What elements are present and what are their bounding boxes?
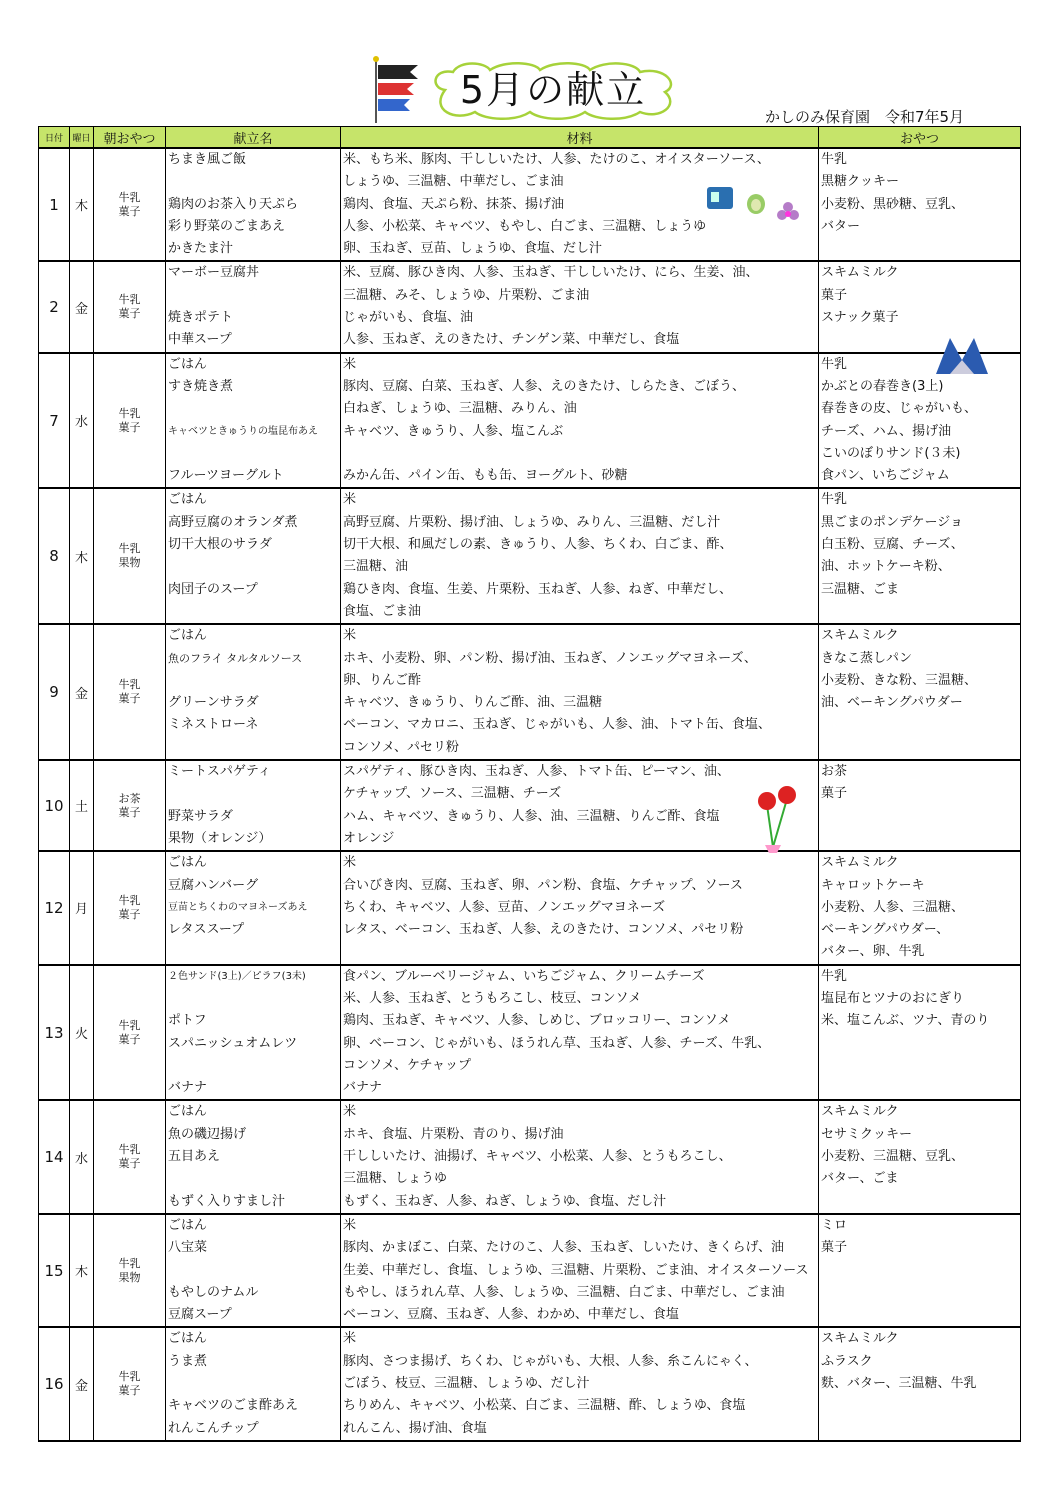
- morning-snack-item: 牛乳: [118, 1143, 141, 1157]
- dish-line: 豆腐ハンバーグ: [168, 877, 259, 893]
- carnation-icon: [745, 785, 805, 857]
- morning-snack-item: 牛乳: [118, 893, 141, 907]
- snack-line: 黒糖クッキー: [821, 174, 900, 190]
- dish-line: もやしのナムル: [168, 1284, 259, 1300]
- snack-cell: [819, 148, 1021, 261]
- snack-line: 黒ごまのポンデケージョ: [821, 514, 963, 530]
- table-row: [39, 261, 1021, 352]
- ingredient-line: しょうゆ、三温糖、中華だし、ごま油: [343, 174, 564, 190]
- snack-line: [819, 1077, 1020, 1099]
- dish-line: 魚の磯辺揚げ: [168, 1126, 247, 1142]
- snack-line: 牛乳: [821, 356, 848, 372]
- morning-snack-item: 菓子: [118, 1157, 141, 1171]
- snack-line: スナック菓子: [821, 310, 899, 326]
- morning-snack-item: 牛乳: [118, 293, 141, 307]
- ingredient-line: オレンジ: [343, 830, 395, 846]
- date-cell: 12: [39, 851, 70, 964]
- ingredient-line: 三温糖、しょうゆ: [343, 1171, 448, 1187]
- dish-line: 彩り野菜のごまあえ: [168, 218, 286, 234]
- ingredient-line: 人参、小松菜、キャベツ、もやし、白ごま、三温糖、しょうゆ: [343, 218, 707, 234]
- ingredient-line: ホキ、食塩、片栗粉、青のり、揚げ油: [343, 1126, 564, 1142]
- dish-line: [166, 398, 340, 420]
- ingredients-cell: [341, 488, 819, 624]
- dish-cell: [166, 624, 341, 760]
- snack-line: [819, 1304, 1020, 1326]
- dish-line: ごはん: [168, 356, 208, 372]
- dish-line: 鶏肉のお茶入り天ぷら: [168, 196, 299, 212]
- dish-line: ごはん: [168, 492, 208, 508]
- dish-line: ごはん: [168, 855, 208, 871]
- snack-cell: [819, 1100, 1021, 1213]
- morning-snack-item: 果物: [118, 556, 141, 570]
- morning-snack-item: 牛乳: [118, 678, 141, 692]
- ingredient-line: 米: [343, 492, 357, 508]
- snack-line: [819, 737, 1020, 759]
- dish-line: ポトフ: [168, 1013, 207, 1029]
- ingredient-line: 米: [343, 1104, 357, 1120]
- ingredient-line: 米、人参、玉ねぎ、とうもろこし、枝豆、コンソメ: [343, 990, 642, 1006]
- ingredient-line: ベーコン、豆腐、玉ねぎ、人参、わかめ、中華だし、食塩: [343, 1307, 679, 1323]
- ingredient-line: 米: [343, 1331, 357, 1347]
- morning-snack-cell: [94, 1214, 166, 1327]
- morning-snack-item: 菓子: [118, 307, 141, 321]
- date-cell: 8: [39, 488, 70, 624]
- snack-line: 麩、バター、三温糖、牛乳: [821, 1376, 977, 1392]
- snack-line: チーズ、ハム、揚げ油: [821, 423, 952, 439]
- header-dish: 献立名: [166, 127, 341, 149]
- dish-line: バナナ: [168, 1080, 208, 1096]
- table-row: [39, 353, 1021, 489]
- dish-line: もずく入りすまし汁: [168, 1193, 286, 1209]
- morning-snack-item: 菓子: [118, 1384, 141, 1398]
- ingredient-line: 切干大根、和風だしの素、きゅうり、人参、ちくわ、白ごま、酢、: [343, 537, 733, 553]
- morning-snack-cell: [94, 148, 166, 261]
- ingredient-line: コンソメ、パセリ粉: [343, 739, 459, 755]
- dish-line: [166, 556, 340, 578]
- dish-cell: [166, 488, 341, 624]
- date-cell: 9: [39, 624, 70, 760]
- dish-line: [166, 1168, 340, 1190]
- date-cell: 16: [39, 1327, 70, 1440]
- snack-line: [819, 806, 1020, 828]
- dish-line: 豆苗とちくわのマヨネーズあえ: [168, 901, 308, 913]
- lunchbox-icon: [705, 185, 735, 211]
- ingredient-line: 三温糖、油: [343, 559, 409, 575]
- dish-line: 高野豆腐のオランダ煮: [168, 514, 298, 530]
- date-cell: 14: [39, 1100, 70, 1213]
- morning-snack-item: 菓子: [118, 420, 141, 434]
- ingredients-cell: [341, 965, 819, 1101]
- ingredient-line: コンソメ、ケチャップ: [343, 1057, 472, 1073]
- morning-snack-item: 菓子: [118, 1032, 141, 1046]
- snack-line: こいのぼりサンド(３未): [821, 445, 961, 461]
- ingredients-cell: [341, 1214, 819, 1327]
- ingredient-line: 食塩、ごま油: [343, 603, 422, 619]
- snack-line: バター: [821, 218, 861, 234]
- snack-line: [819, 1055, 1020, 1077]
- morning-snack-item: お茶: [118, 791, 141, 805]
- snack-cell: [819, 1214, 1021, 1327]
- dish-line: かきたま汁: [168, 241, 234, 257]
- table-row: [39, 488, 1021, 624]
- snack-line: キャロットケーキ: [821, 877, 925, 893]
- ingredient-line: れんこん、揚げ油、食塩: [343, 1420, 487, 1436]
- ingredient-line: 豚肉、かまぼこ、白菜、たけのこ、人参、玉ねぎ、しいたけ、きくらげ、油: [343, 1240, 784, 1256]
- date-cell: 15: [39, 1214, 70, 1327]
- ingredient-line: 豚肉、さつま揚げ、ちくわ、じゃがいも、大根、人参、糸こんにゃく、: [343, 1353, 758, 1369]
- snack-line: スキムミルク: [821, 1104, 899, 1120]
- morning-snack-item: 牛乳: [118, 1256, 141, 1270]
- morning-snack-item: 牛乳: [118, 542, 141, 556]
- snack-line: 小麦粉、きな粉、三温糖、: [821, 672, 978, 688]
- dish-cell: [166, 760, 341, 851]
- snack-line: 牛乳: [821, 492, 848, 508]
- snack-line: [819, 1033, 1020, 1055]
- ingredients-cell: [341, 353, 819, 489]
- dish-line: れんこんチップ: [168, 1420, 259, 1436]
- ingredient-line: ちくわ、キャベツ、人参、豆苗、ノンエッグマヨネーズ: [343, 899, 666, 915]
- snack-cell: [819, 488, 1021, 624]
- snack-line: 菓子: [821, 1240, 848, 1256]
- table-row: [39, 965, 1021, 1101]
- ingredients-cell: [341, 624, 819, 760]
- dish-line: ごはん: [168, 1331, 208, 1347]
- dish-line: [166, 285, 340, 307]
- ingredient-line: 干ししいたけ、油揚げ、キャベツ、小松菜、人参、とうもろこし、: [343, 1149, 732, 1165]
- dish-line: マーボー豆腐丼: [168, 265, 260, 281]
- ingredient-line: もやし、ほうれん草、人参、しょうゆ、三温糖、白ごま、中華だし、ごま油: [343, 1284, 785, 1300]
- snack-line: 小麦粉、黒砂糖、豆乳、: [821, 196, 965, 212]
- morning-snack-cell: [94, 624, 166, 760]
- snack-line: [819, 1260, 1020, 1282]
- ingredient-line: 合いびき肉、豆腐、玉ねぎ、卵、パン粉、食塩、ケチャップ、ソース: [343, 877, 743, 893]
- weekday-cell: 木: [70, 488, 94, 624]
- page-title: 5月の献立: [459, 68, 647, 112]
- ingredient-line: レタス、ベーコン、玉ねぎ、人参、えのきたけ、コンソメ、パセリ粉: [343, 922, 744, 938]
- ingredient-line: みかん缶、パイン缶、もも缶、ヨーグルト、砂糖: [343, 468, 628, 484]
- snack-line: 塩昆布とツナのおにぎり: [821, 990, 965, 1006]
- ingredient-line: バナナ: [343, 1080, 383, 1096]
- ingredient-line: キャベツ、きゅうり、人参、塩こんぶ: [343, 423, 564, 439]
- morning-snack-cell: [94, 261, 166, 352]
- ingredient-line: 人参、玉ねぎ、えのきたけ、チンゲン菜、中華だし、食塩: [343, 332, 680, 348]
- snack-line: 菓子: [821, 786, 848, 802]
- dish-line: うま煮: [168, 1353, 208, 1369]
- dish-line: [166, 443, 340, 465]
- dish-cell: [166, 1327, 341, 1440]
- snack-line: 米、塩こんぶ、ツナ、青のり: [821, 1013, 990, 1029]
- dish-line: ごはん: [168, 628, 208, 644]
- dish-line: キャベツときゅうりの塩昆布あえ: [168, 425, 318, 437]
- snack-line: 小麦粉、人参、三温糖、: [821, 899, 965, 915]
- dish-line: レタススープ: [168, 922, 245, 938]
- snack-line: バター、ごま: [821, 1171, 899, 1187]
- ingredient-line: 鶏肉、玉ねぎ、キャベツ、人参、しめじ、ブロッコリー、コンソメ: [343, 1013, 731, 1029]
- snack-line: [819, 1418, 1020, 1440]
- morning-snack-item: 菓子: [118, 204, 141, 218]
- ingredients-cell: [341, 851, 819, 964]
- snack-line: 油、ベーキングパウダー: [821, 695, 963, 711]
- weekday-cell: 木: [70, 148, 94, 261]
- dish-line: フルーツヨーグルト: [168, 468, 284, 484]
- snack-line: きなこ蒸しパン: [821, 650, 913, 666]
- snack-line: 油、ホットケーキ粉、: [821, 559, 951, 575]
- date-cell: 1: [39, 148, 70, 261]
- ingredient-line: じゃがいも、食塩、油: [343, 310, 474, 326]
- koinobori-icon: [370, 55, 430, 125]
- dish-cell: [166, 261, 341, 352]
- snack-line: [819, 1191, 1020, 1213]
- dish-line: [166, 171, 340, 193]
- dish-line: 切干大根のサラダ: [168, 537, 272, 553]
- ingredient-line: 米: [343, 855, 357, 871]
- morning-snack-item: 菓子: [118, 805, 141, 819]
- dish-line: ミートスパゲティ: [168, 764, 271, 780]
- header-row: [39, 127, 1021, 149]
- snack-line: 食パン、いちごジャム: [821, 468, 950, 484]
- dish-cell: [166, 1100, 341, 1213]
- ingredient-line: 豚肉、豆腐、白菜、玉ねぎ、人参、えのきたけ、しらたき、ごぼう、: [343, 378, 745, 394]
- snack-line: 三温糖、ごま: [821, 581, 900, 597]
- table-row: [39, 851, 1021, 964]
- dish-line: [166, 941, 340, 963]
- snack-cell: [819, 624, 1021, 760]
- ingredients-cell: [341, 1327, 819, 1440]
- morning-snack-item: 菓子: [118, 907, 141, 921]
- date-cell: 13: [39, 965, 70, 1101]
- ingredient-line: ごぼう、枝豆、三温糖、しょうゆ、だし汁: [343, 1376, 590, 1392]
- dish-line: 野菜サラダ: [168, 808, 233, 824]
- dish-line: 肉団子のスープ: [168, 581, 258, 597]
- ingredient-line: 卵、りんご酢: [343, 672, 422, 688]
- morning-snack-cell: [94, 965, 166, 1101]
- morning-snack-item: 牛乳: [118, 1018, 141, 1032]
- weekday-cell: 水: [70, 353, 94, 489]
- dish-line: 八宝菜: [168, 1240, 208, 1256]
- snack-line: [819, 601, 1020, 623]
- header-date: 日付: [39, 127, 70, 149]
- weekday-cell: 水: [70, 1100, 94, 1213]
- dish-line: 豆腐スープ: [168, 1307, 232, 1323]
- dish-line: ごはん: [168, 1217, 208, 1233]
- morning-snack-cell: [94, 1100, 166, 1213]
- snack-line: スキムミルク: [821, 1331, 899, 1347]
- dish-cell: [166, 148, 341, 261]
- snack-line: スキムミルク: [821, 265, 899, 281]
- ingredient-line: 米: [343, 628, 357, 644]
- dish-line: 五目あえ: [168, 1149, 221, 1165]
- dish-line: 中華スープ: [168, 332, 232, 348]
- morning-snack-cell: [94, 760, 166, 851]
- ingredient-line: 米、豆腐、豚ひき肉、人参、玉ねぎ、干ししいたけ、にら、生姜、油、: [343, 265, 759, 281]
- ingredient-line: 米: [343, 1217, 357, 1233]
- ingredient-line: 卵、ベーコン、じゃがいも、ほうれん草、玉ねぎ、人参、チーズ、牛乳、: [343, 1035, 771, 1051]
- table-row: [39, 1327, 1021, 1440]
- dish-cell: [166, 353, 341, 489]
- morning-snack-item: 果物: [118, 1270, 141, 1284]
- snack-line: [819, 238, 1020, 260]
- weekday-cell: 金: [70, 1327, 94, 1440]
- dish-line: ごはん: [168, 1104, 208, 1120]
- menu-table: [38, 126, 1021, 1442]
- header-snack: おやつ: [819, 127, 1021, 149]
- snack-line: お茶: [821, 764, 848, 780]
- ingredient-line: 三温糖、みそ、しょうゆ、片栗粉、ごま油: [343, 287, 590, 303]
- table-row: [39, 148, 1021, 261]
- weekday-cell: 月: [70, 851, 94, 964]
- snack-line: 菓子: [821, 287, 848, 303]
- morning-snack-cell: [94, 353, 166, 489]
- ingredient-line: [341, 443, 818, 465]
- date-cell: 2: [39, 261, 70, 352]
- ingredient-line: 鶏ひき肉、食塩、生姜、片栗粉、玉ねぎ、人参、ねぎ、中華だし、: [343, 581, 732, 597]
- rice-ball-icon: [745, 192, 767, 216]
- dish-line: 果物（オレンジ）: [168, 830, 272, 846]
- table-row: [39, 1100, 1021, 1213]
- dish-line: [166, 1373, 340, 1395]
- snack-line: セサミクッキー: [821, 1126, 913, 1142]
- snack-line: 牛乳: [821, 152, 848, 167]
- dish-line: ちまき風ご飯: [168, 152, 247, 167]
- kabuto-helmet-icon: [932, 330, 992, 378]
- snack-line: ベーキングパウダー、: [821, 922, 950, 938]
- table-row: [39, 624, 1021, 760]
- weekday-cell: 土: [70, 760, 94, 851]
- ingredient-line: ハム、キャベツ、きゅうり、人参、油、三温糖、りんご酢、食塩: [343, 808, 720, 824]
- snack-line: ミロ: [821, 1217, 848, 1233]
- table-row: [39, 760, 1021, 851]
- snack-line: 小麦粉、三温糖、豆乳、: [821, 1149, 965, 1165]
- ingredient-line: ベーコン、マカロニ、玉ねぎ、じゃがいも、人参、油、トマト缶、食塩、: [343, 717, 771, 733]
- dish-line: 焼きポテト: [168, 310, 234, 326]
- dish-line: スパニッシュオムレツ: [168, 1035, 298, 1051]
- ingredient-line: スパゲティ、豚ひき肉、玉ねぎ、人参、トマト缶、ピーマン、油、: [343, 764, 730, 780]
- school-name: かしのみ保育園 令和7年5月: [765, 108, 965, 126]
- date-cell: 10: [39, 760, 70, 851]
- weekday-cell: 金: [70, 624, 94, 760]
- header-ingredients: 材料: [341, 127, 819, 149]
- dish-line: [166, 670, 340, 692]
- date-cell: 7: [39, 353, 70, 489]
- ingredient-line: 鶏肉、食塩、天ぷら粉、抹茶、揚げ油: [343, 196, 565, 212]
- weekday-cell: 金: [70, 261, 94, 352]
- morning-snack-item: 牛乳: [118, 190, 141, 204]
- ingredient-line: 白ねぎ、しょうゆ、三温糖、みりん、油: [343, 401, 577, 417]
- snack-line: かぶとの春巻き(3上): [821, 378, 944, 394]
- dish-line: [166, 988, 340, 1010]
- snack-line: ふラスク: [821, 1353, 873, 1369]
- snack-line: スキムミルク: [821, 628, 899, 644]
- ingredient-line: 卵、玉ねぎ、豆苗、しょうゆ、食塩、だし汁: [343, 241, 602, 257]
- ingredient-line: ケチャップ、ソース、三温糖、チーズ: [343, 786, 562, 802]
- snack-line: 牛乳: [821, 968, 848, 984]
- dish-line: ミネストローネ: [168, 717, 259, 733]
- dish-cell: [166, 965, 341, 1101]
- ingredient-line: 生姜、中華だし、食塩、しょうゆ、三温糖、片栗粉、ごま油、オイスターソース: [343, 1262, 809, 1278]
- dish-line: [166, 601, 340, 623]
- snack-cell: [819, 1327, 1021, 1440]
- snack-line: 春巻きの皮、じゃがいも、: [821, 401, 978, 417]
- ingredient-line: 米、もち米、豚肉、干ししいたけ、人参、たけのこ、オイスターソース、: [343, 152, 770, 167]
- ingredient-line: ちりめん、キャベツ、小松菜、白ごま、三温糖、酢、しょうゆ、食塩: [343, 1398, 746, 1414]
- dish-line: グリーンサラダ: [168, 695, 259, 711]
- morning-snack-item: 菓子: [118, 692, 141, 706]
- ingredient-line: 高野豆腐、片栗粉、揚げ油、しょうゆ、みりん、三温糖、だし汁: [343, 514, 721, 530]
- flower-icon: [775, 200, 801, 226]
- morning-snack-item: 牛乳: [118, 406, 141, 420]
- snack-cell: [819, 760, 1021, 851]
- dish-line: [166, 783, 340, 805]
- ingredient-line: ホキ、小麦粉、卵、パン粉、揚げ油、玉ねぎ、ノンエッグマヨネーズ、: [343, 650, 757, 666]
- dish-cell: [166, 851, 341, 964]
- dish-line: 魚のフライ タルタルソース: [168, 651, 303, 665]
- weekday-cell: 木: [70, 1214, 94, 1327]
- morning-snack-item: 牛乳: [118, 1370, 141, 1384]
- snack-line: スキムミルク: [821, 855, 899, 871]
- header-morning-snack: 朝おやつ: [94, 127, 166, 149]
- morning-snack-cell: [94, 851, 166, 964]
- ingredients-cell: [341, 1100, 819, 1213]
- dish-line: すき焼き煮: [168, 378, 234, 394]
- ingredient-line: 食パン、ブルーベリージャム、いちごジャム、クリームチーズ: [343, 968, 705, 984]
- snack-line: バター、卵、牛乳: [821, 944, 925, 960]
- snack-cell: [819, 851, 1021, 964]
- dish-line: [166, 737, 340, 759]
- snack-cell: [819, 965, 1021, 1101]
- snack-line: [819, 714, 1020, 736]
- snack-line: [819, 1395, 1020, 1417]
- dish-line: [166, 1260, 340, 1282]
- ingredient-line: [341, 941, 818, 963]
- ingredient-line: もずく、玉ねぎ、人参、ねぎ、しょうゆ、食塩、だし汁: [343, 1193, 667, 1209]
- morning-snack-cell: [94, 488, 166, 624]
- snack-line: [819, 828, 1020, 850]
- snack-line: [819, 1282, 1020, 1304]
- table-row: [39, 1214, 1021, 1327]
- weekday-cell: 火: [70, 965, 94, 1101]
- ingredient-line: 米: [343, 356, 357, 372]
- dish-cell: [166, 1214, 341, 1327]
- ingredients-cell: [341, 261, 819, 352]
- dish-line: ２色サンド(3上)／ピラフ(3未): [168, 970, 306, 982]
- dish-line: [166, 1055, 340, 1077]
- morning-snack-cell: [94, 1327, 166, 1440]
- dish-line: キャベツのごま酢あえ: [168, 1398, 299, 1414]
- ingredient-line: キャベツ、きゅうり、りんご酢、油、三温糖: [343, 695, 603, 711]
- header-weekday: 曜日: [70, 127, 94, 149]
- snack-line: 白玉粉、豆腐、チーズ、: [821, 537, 964, 553]
